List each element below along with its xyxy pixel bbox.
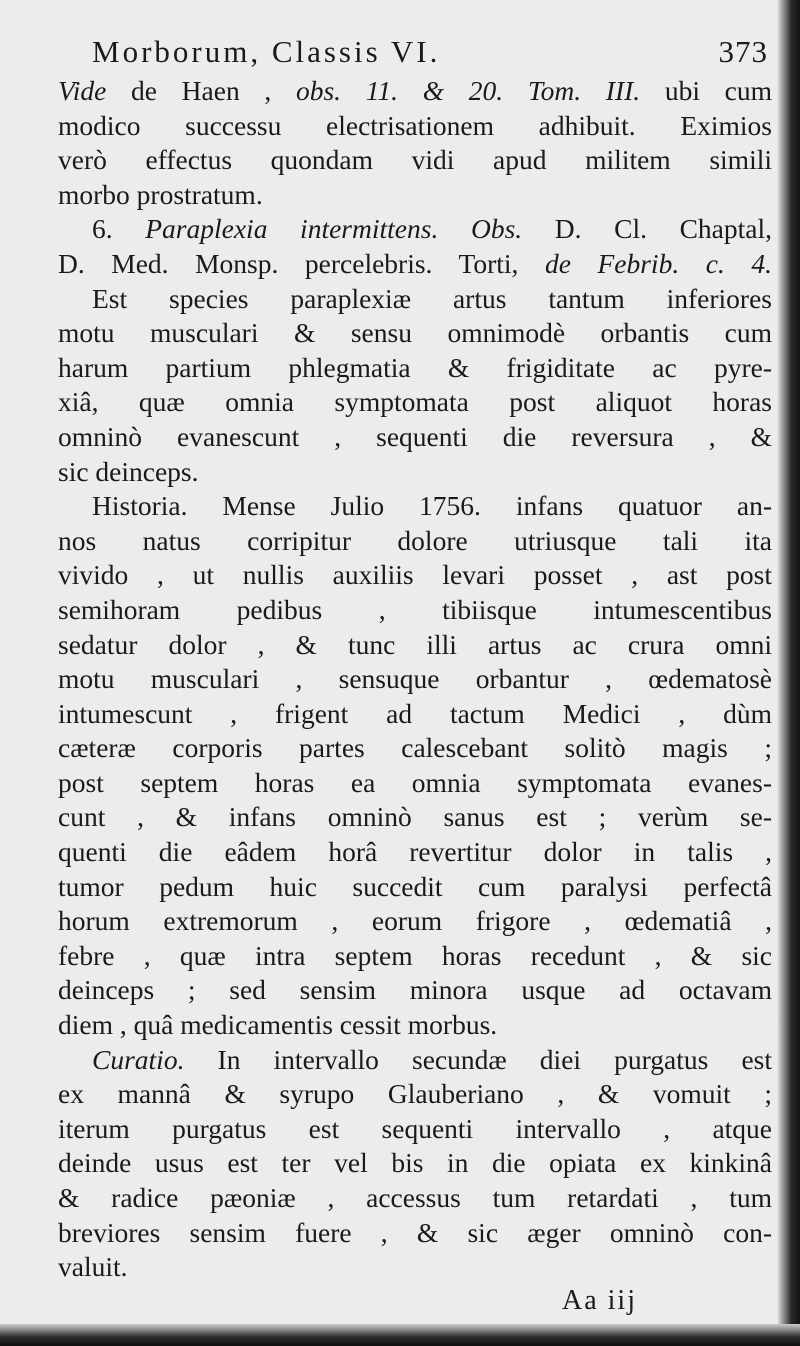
text-run: ubi cum (640, 75, 773, 106)
text-run: de Haen , (106, 75, 296, 106)
scan-edge-right (778, 0, 800, 1346)
running-header (58, 34, 772, 74)
text-run: breviores sensim fuere , & sic æger omninò con- (58, 1216, 772, 1248)
italic-text: Paraplexia intermittens. (145, 213, 439, 245)
body-text (58, 74, 772, 1285)
text-run: harum partium phlegmatia & frigiditate ac pyre- (58, 351, 772, 383)
text-run: cunt , & infans omninò sanus est ; verùm se- (58, 801, 772, 833)
text-line (58, 835, 772, 870)
text-run: motu musculari , sensuque orbantur , œdematosè (58, 663, 772, 695)
italic-text: Obs. (470, 213, 523, 245)
text-line (58, 455, 772, 490)
text-line (58, 973, 772, 1008)
text-line (58, 385, 772, 420)
text-run: & radice pæoniæ , accessus tum retardati , tum (58, 1182, 772, 1213)
text-line (58, 247, 772, 282)
italic-text: obs. 11. & 20. Tom. III. (295, 75, 641, 106)
text-run: ex mannâ & syrupo Glauberiano , & vomuit ; (58, 1078, 772, 1110)
scan-edge-bottom (0, 1324, 800, 1346)
italic-text: Curatio. (92, 1043, 185, 1075)
text-line (58, 282, 772, 317)
text-run: deinceps ; sed sensim minora usque ad octavam (58, 974, 772, 1006)
page-text (58, 34, 772, 1285)
text-run: febre , quæ intra septem horas recedunt , & sic (58, 939, 772, 971)
text-line (58, 1112, 772, 1147)
text-run: Est species paraplexiæ artus tantum inferiores (92, 282, 772, 314)
running-title: Morborum, Classis VI. (92, 34, 441, 69)
text-run: sic deinceps. (58, 455, 199, 487)
text-line (58, 1216, 772, 1251)
text-line (58, 731, 772, 766)
text-line (58, 524, 772, 559)
text-line (58, 316, 772, 351)
text-run: semihoram pedibus , tibiisque intumescentibus (58, 593, 772, 625)
text-run: motu musculari & sensu omnimodè orbantis cum (58, 317, 772, 349)
text-run: D. Med. Monsp. percelebris. Torti, (58, 247, 545, 279)
text-line (58, 1077, 772, 1112)
text-run: tumor pedum huic succedit cum paralysi perfectâ (58, 870, 772, 902)
italic-text: Vide (58, 75, 107, 106)
signature-mark: Aa iij (562, 1285, 637, 1316)
text-run: xiâ, quæ omnia symptomata post aliquot horas (58, 386, 772, 418)
page-number: 373 (718, 34, 768, 69)
text-line (58, 212, 772, 247)
text-run: diem , quâ medicamentis cessit morbus. (58, 1009, 498, 1041)
text-line (58, 1146, 772, 1181)
text-run: nos natus corripitur dolore utriusque tali ita (58, 524, 772, 556)
text-run: 6. (92, 213, 146, 245)
text-line (58, 489, 772, 524)
text-line (58, 628, 772, 663)
text-line (58, 870, 772, 905)
text-line (58, 109, 772, 144)
text-run: post septem horas ea omnia symptomata evanes- (58, 766, 772, 798)
text-run: Historia. Mense Julio 1756. infans quatuor an- (92, 490, 772, 522)
text-run: modico successu electrisationem adhibuit. Eximios (58, 109, 772, 141)
text-run: valuit. (58, 1251, 128, 1283)
text-run: omninò evanescunt , sequenti die reversura , & (58, 420, 772, 452)
text-line (58, 697, 772, 732)
text-run: horum extremorum , eorum frigore , œdematiâ , (58, 905, 772, 937)
text-run: sedatur dolor , & tunc illi artus ac crura omni (58, 628, 772, 660)
italic-text: de Febrib. c. 4. (544, 247, 772, 279)
text-run (438, 213, 471, 244)
text-run: quenti die eâdem horâ revertitur dolor in talis , (58, 836, 772, 868)
text-line (58, 420, 772, 455)
text-run: morbo prostratum. (58, 178, 263, 210)
text-run: iterum purgatus est sequenti intervallo , atque (58, 1112, 772, 1144)
text-line (58, 1250, 772, 1285)
text-run: verò effectus quondam vidi apud militem simili (58, 144, 772, 176)
text-line (58, 904, 772, 939)
text-line (58, 74, 772, 109)
text-line (58, 143, 772, 178)
text-line (58, 351, 772, 386)
text-line (58, 558, 772, 593)
text-line (58, 178, 772, 213)
text-line (58, 766, 772, 801)
text-run: cæteræ corporis partes calescebant solitò magis ; (58, 732, 772, 764)
text-line (58, 1181, 772, 1216)
text-line (58, 1008, 772, 1043)
text-run: In intervallo secundæ diei purgatus est (184, 1043, 772, 1075)
text-run: D. Cl. Chaptal, (522, 213, 773, 245)
text-line (58, 939, 772, 974)
text-line (58, 593, 772, 628)
text-line (58, 662, 772, 697)
text-run: vivido , ut nullis auxiliis levari posset , ast post (58, 559, 772, 591)
text-line (58, 800, 772, 835)
text-run: deinde usus est ter vel bis in die opiata ex kinkinâ (58, 1147, 772, 1179)
text-line (58, 1043, 772, 1078)
text-run: intumescunt , frigent ad tactum Medici , dùm (58, 697, 772, 729)
